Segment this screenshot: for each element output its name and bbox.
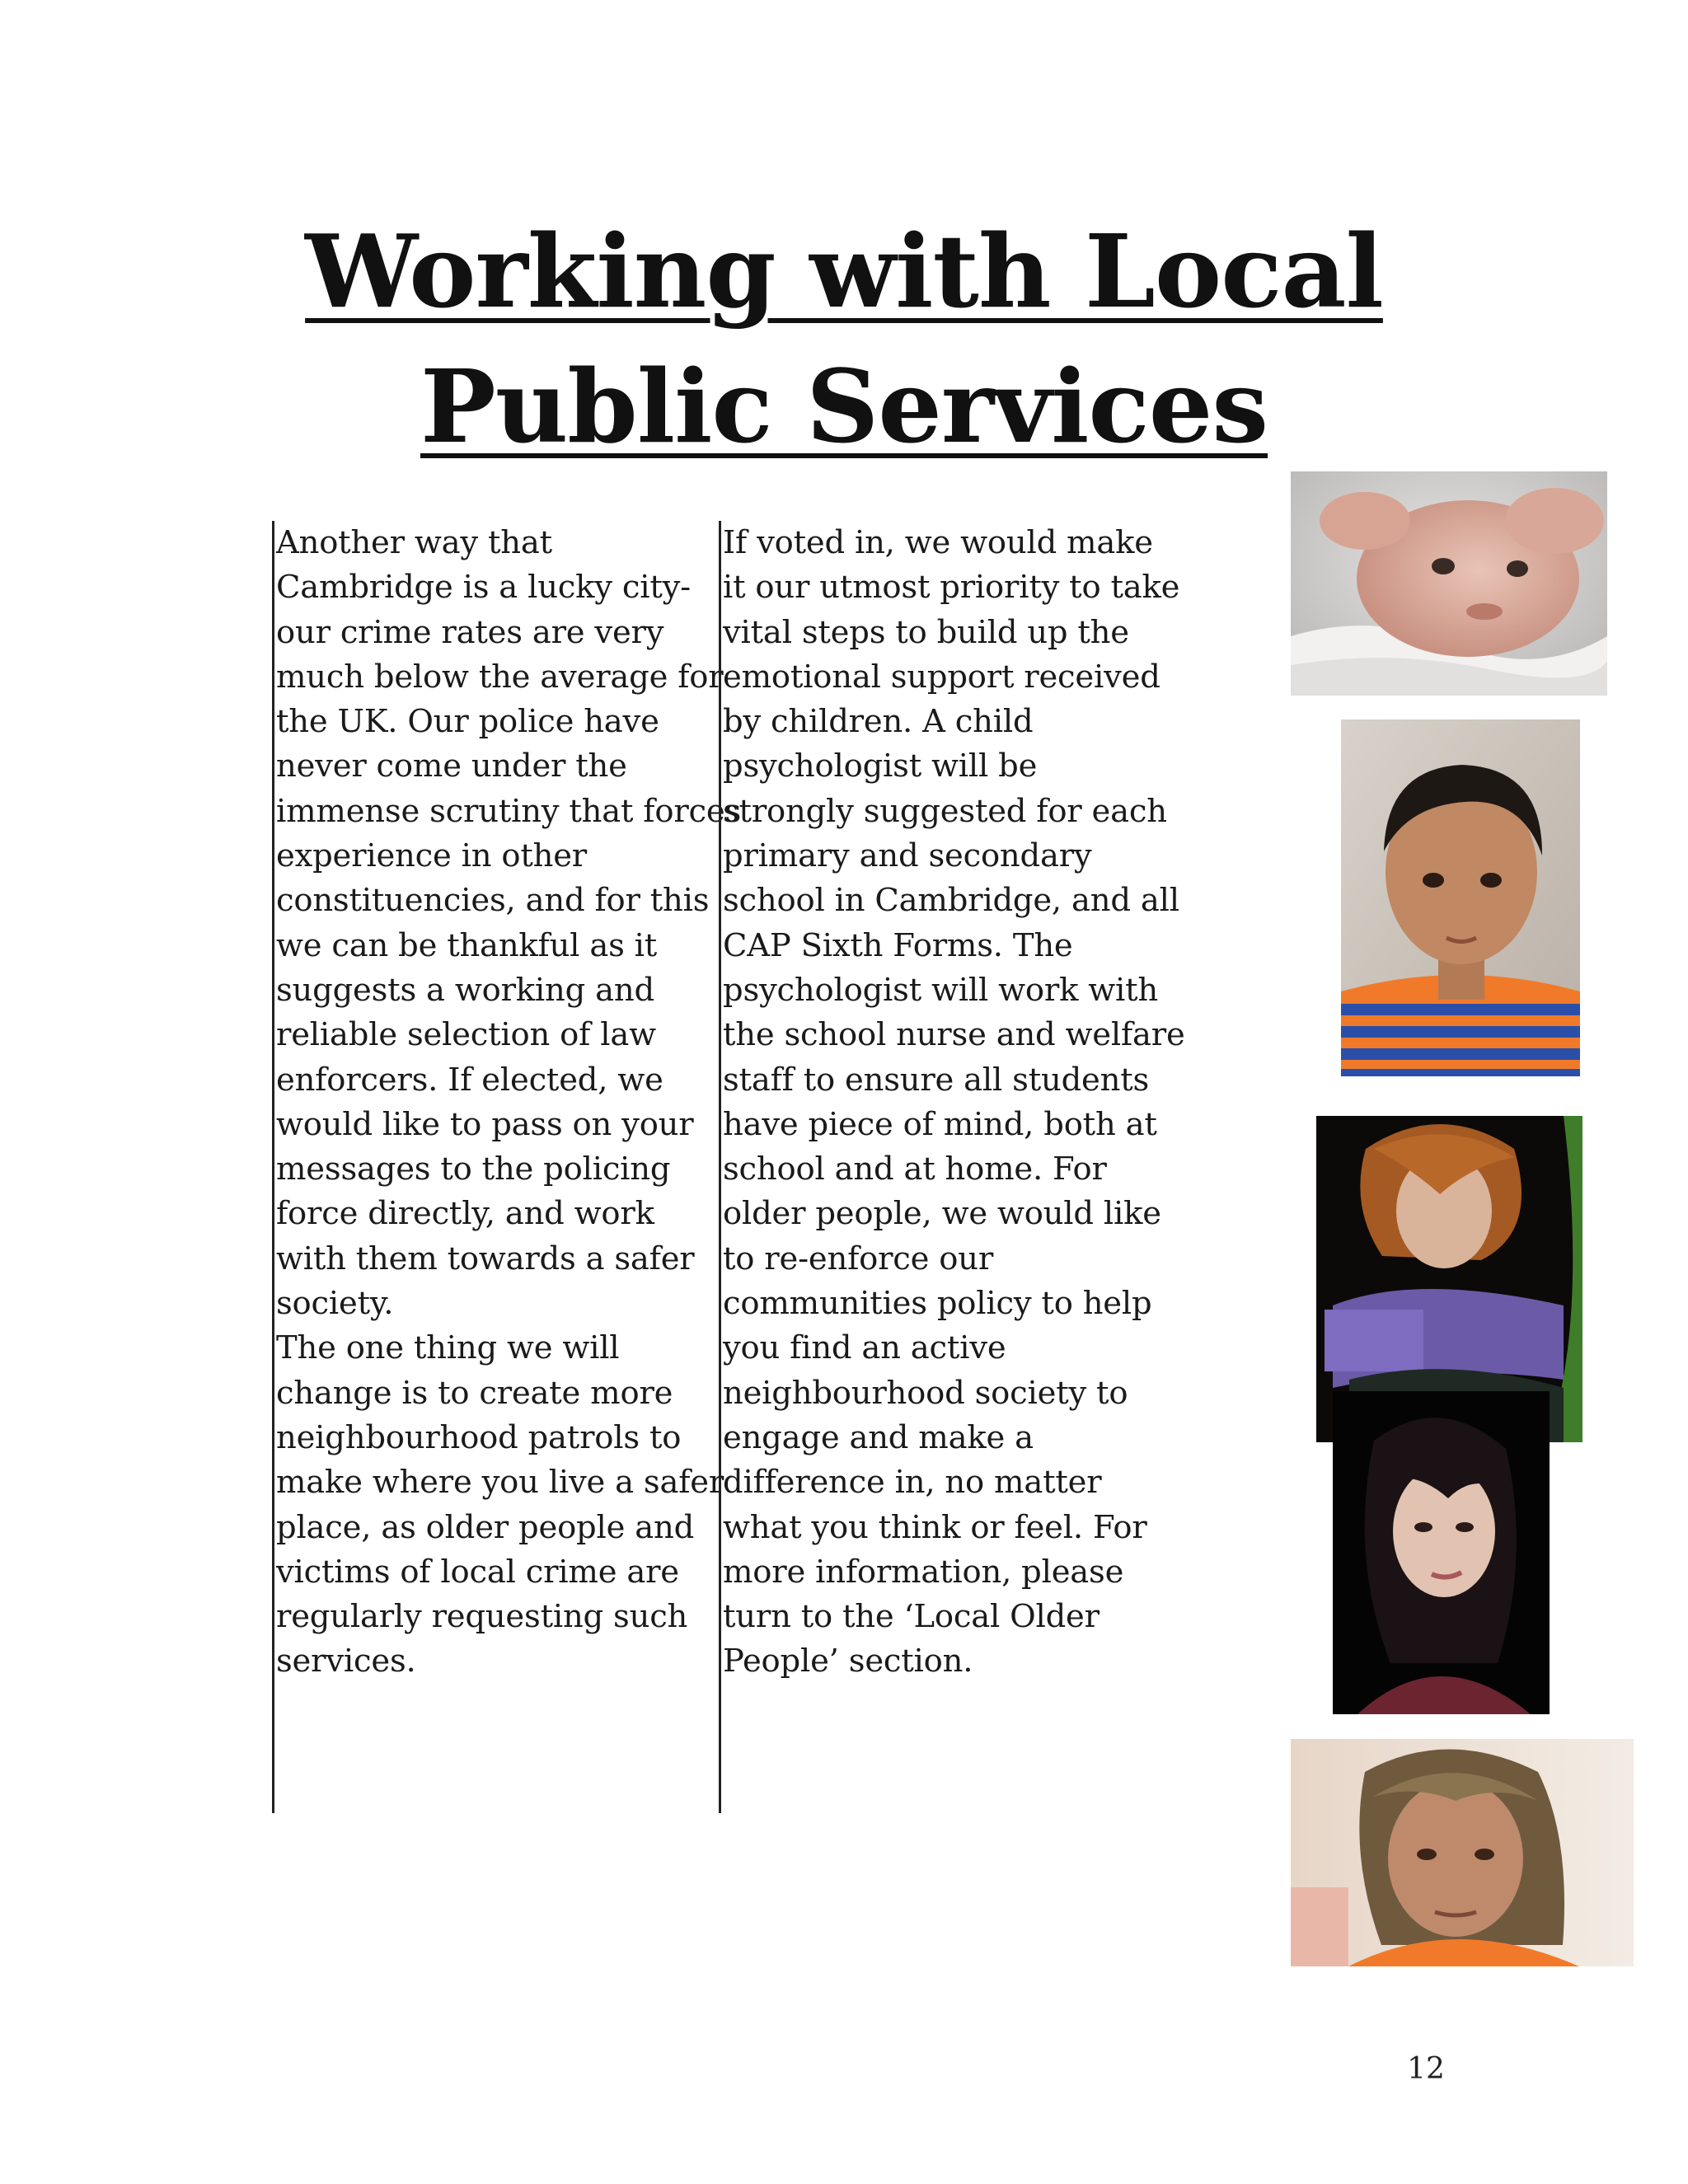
boy-photo [1341, 719, 1580, 1076]
right-column-line: vital steps to build up the [723, 613, 1129, 651]
right-column-line: neighbourhood society to [723, 1374, 1128, 1412]
left-column-line: change is to create more [276, 1374, 673, 1412]
left-column-line: with them towards a safer [276, 1240, 695, 1277]
right-column-line: If voted in, we would make [723, 524, 1153, 561]
left-column-line: reliable selection of law [276, 1016, 656, 1054]
right-column-line: strongly suggested for each [723, 792, 1167, 830]
left-column-line: neighbourhood patrols to [276, 1418, 682, 1456]
left-column-line: make where you live a safer [276, 1464, 724, 1502]
left-column-line: regularly requesting such [276, 1598, 688, 1636]
left-column-line: never come under the [276, 748, 627, 785]
right-column-line: have piece of mind, both at [723, 1105, 1157, 1143]
right-column-line: emotional support received [723, 658, 1160, 696]
right-column-line: what you think or feel. For [723, 1508, 1147, 1546]
right-column-line: engage and make a [723, 1418, 1034, 1456]
right-column-line: communities policy to help [723, 1285, 1152, 1323]
left-column-line: victims of local crime are [276, 1553, 679, 1591]
left-column-line: messages to the policing [276, 1151, 671, 1188]
right-column-line: difference in, no matter [723, 1464, 1102, 1502]
right-column-line: by children. A child [723, 703, 1034, 741]
left-column-line: the UK. Our police have [276, 703, 659, 741]
left-column-line: experience in other [276, 837, 587, 875]
left-column-line: place, as older people and [276, 1508, 695, 1546]
left-column-line: suggests a working and [276, 971, 654, 1009]
left-column-line: The one thing we will [276, 1329, 620, 1367]
left-column-line: we can be thankful as it [276, 926, 658, 964]
right-text-column [719, 521, 1185, 1813]
left-column-line: constituencies, and for this [276, 882, 710, 920]
right-column-line: psychologist will work with [723, 971, 1158, 1009]
left-column-line: much below the average for [276, 658, 724, 696]
left-column-line: enforcers. If elected, we [276, 1061, 663, 1099]
page-title-text-1: Working with Local [305, 212, 1383, 330]
right-column-line: People’ section. [723, 1643, 973, 1680]
page-title-line-1 [0, 212, 1688, 330]
right-column-line: staff to ensure all students [723, 1061, 1150, 1099]
elderly-woman-photo [1291, 1739, 1634, 1966]
left-column-line: Another way that [276, 524, 552, 561]
right-column-line: to re-enforce our [723, 1240, 994, 1277]
right-column-line: you find an active [723, 1329, 1006, 1367]
right-column-line: older people, we would like [723, 1195, 1161, 1233]
left-column-line: would like to pass on your [276, 1105, 694, 1143]
right-column-line: it our utmost priority to take [723, 569, 1180, 607]
left-column-line: Cambridge is a lucky city- [276, 569, 691, 607]
right-column-line: primary and secondary [723, 837, 1092, 875]
right-column-line: school in Cambridge, and all [723, 882, 1179, 920]
left-column-line: immense scrutiny that forces [276, 792, 742, 830]
right-column-line: psychologist will be [723, 748, 1038, 785]
page-number: 12 [1407, 2052, 1445, 2086]
left-column-line: services. [276, 1643, 416, 1680]
right-column-line: CAP Sixth Forms. The [723, 926, 1073, 964]
left-column-line: society. [276, 1285, 394, 1323]
page-title-line-2 [0, 347, 1688, 466]
baby-photo [1291, 471, 1607, 696]
page-title-text-2: Public Services [420, 347, 1268, 466]
left-text-column [272, 521, 742, 1813]
right-column-line: school and at home. For [723, 1151, 1107, 1188]
left-column-line: our crime rates are very [276, 613, 664, 651]
right-column-line: turn to the ‘Local Older [723, 1598, 1100, 1636]
right-column-line: more information, please [723, 1553, 1124, 1591]
left-column-line: force directly, and work [276, 1195, 654, 1233]
right-column-line: the school nurse and welfare [723, 1016, 1185, 1054]
girl-photo-2 [1333, 1391, 1550, 1714]
